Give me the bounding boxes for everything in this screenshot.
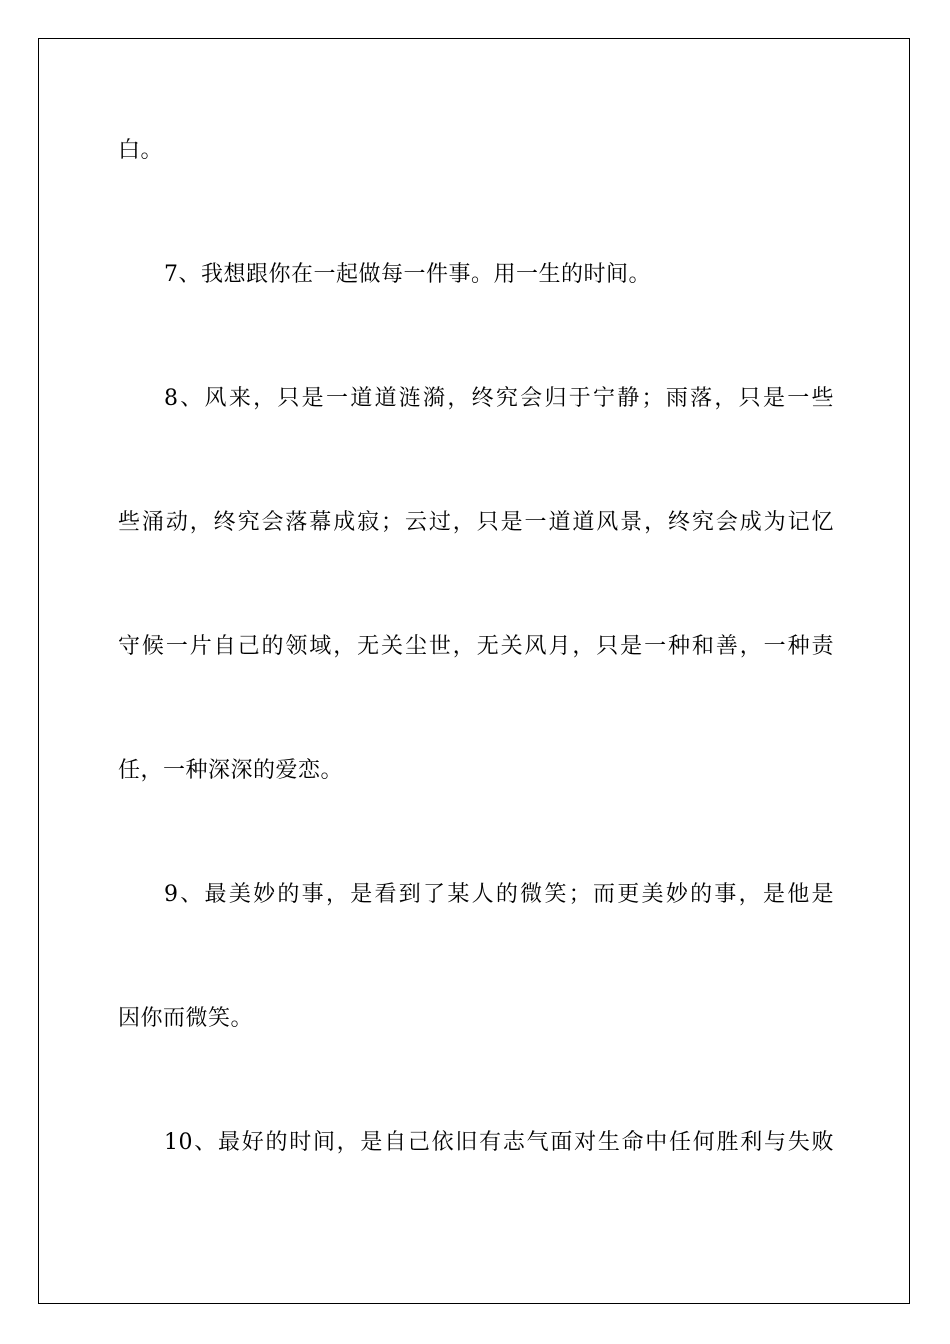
item-8-line-2: 些涌动，终究会落幕成寂；云过，只是一道道风景，终究会成为记忆 [118, 510, 834, 535]
item-10-line-1: 10、最好的时间，是自己依旧有志气面对生命中任何胜利与失败 [164, 1130, 834, 1155]
page-border [38, 38, 910, 1304]
text-line-1: 白。 [118, 138, 164, 163]
item-8-line-1: 8、风来，只是一道道涟漪，终究会归于宁静；雨落，只是一些 [164, 386, 834, 411]
item-9-line-1: 9、最美妙的事，是看到了某人的微笑；而更美妙的事，是他是 [164, 882, 834, 907]
item-8-line-4: 任，一种深深的爱恋。 [118, 758, 344, 783]
item-8-line-3: 守候一片自己的领域，无关尘世，无关风月，只是一种和善，一种责 [118, 634, 834, 659]
item-7-line-1: 7、我想跟你在一起做每一件事。用一生的时间。 [164, 262, 651, 287]
item-9-line-2: 因你而微笑。 [118, 1006, 254, 1031]
